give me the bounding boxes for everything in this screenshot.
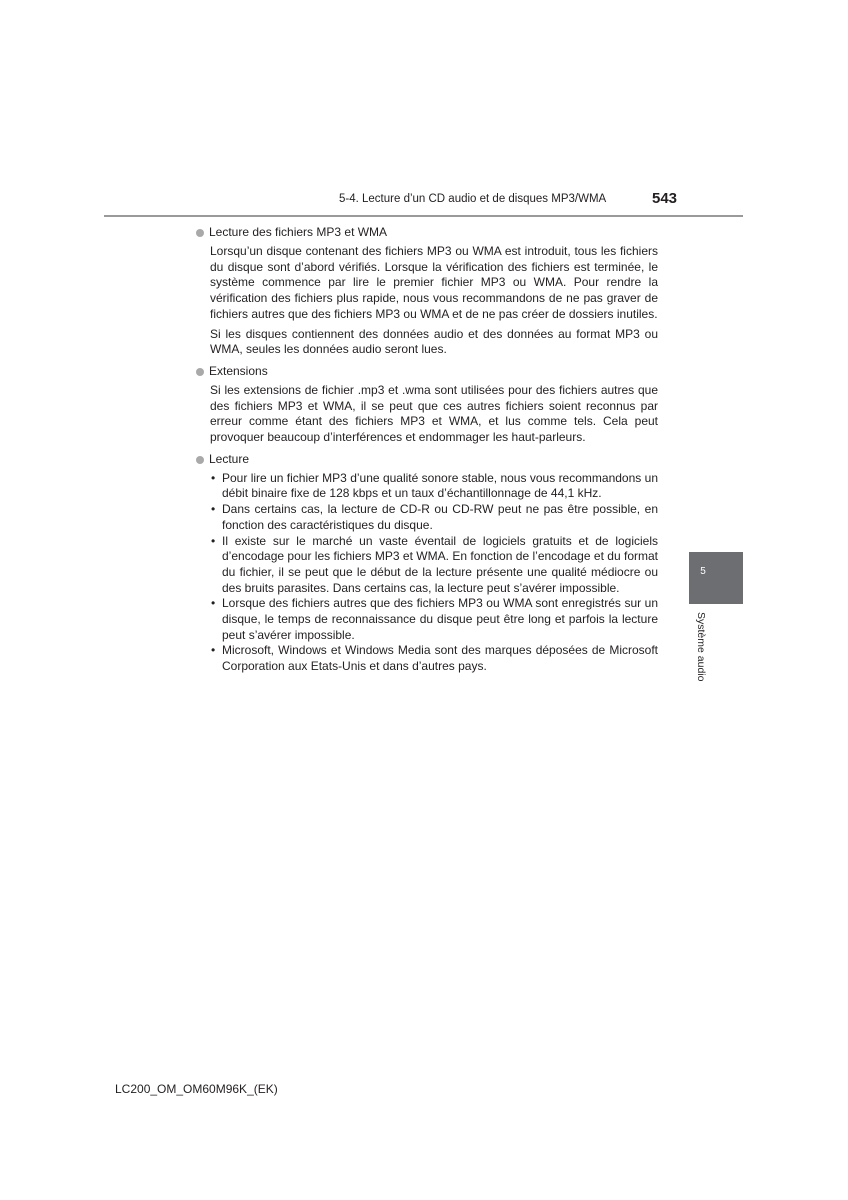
footer-code: LC200_OM_OM60M96K_(EK) — [115, 1082, 278, 1096]
list-item — [210, 471, 658, 502]
list-item — [210, 596, 658, 643]
page-content — [196, 225, 658, 675]
chapter-number: 5 — [700, 566, 706, 577]
list-item — [210, 643, 658, 674]
section-heading — [196, 452, 658, 468]
list-item-text: Dans certains cas, la lecture de CD-R ou CD-RW peut ne pas être possible, en fonction des caractéristiques du disque. — [222, 502, 658, 532]
bullet-dot-icon: • — [211, 470, 216, 485]
bullet-dot-icon: • — [211, 533, 216, 548]
bullet-list — [210, 471, 658, 675]
paragraph: Si les disques contiennent des données audio et des données au format MP3 ou WMA, seules les données audio seront lues. — [210, 326, 658, 357]
list-item — [210, 534, 658, 597]
heading-text: Lecture des fichiers MP3 et WMA — [209, 225, 388, 240]
bullet-dot-icon: • — [211, 502, 216, 517]
section-heading — [196, 225, 658, 241]
section-mp3-wma — [196, 225, 658, 358]
chapter-label: Système audio — [695, 612, 707, 682]
list-item-text: Lorsque des fichiers autres que des fichiers MP3 ou WMA sont enregistrés sur un disque, le temps de reconnaissance du disque peut être long et parfois la lecture peut s’avérer impossible. — [222, 596, 658, 642]
chapter-tab — [689, 552, 743, 604]
paragraph: Lorsqu’un disque contenant des fichiers MP3 ou WMA est introduit, tous les fichiers du disque sont d’abord vérifiés. Lorsque la vérification des fichiers est terminée, le système commence par lire le premier fichier MP3 ou WMA. Pour rendre la vérification des fichiers plus rapide, nous vous recommandons de ne pas graver de fichiers autres que des fichiers MP3 ou WMA et de ne pas créer de dossiers inutiles. — [210, 244, 658, 321]
section-heading — [196, 364, 658, 380]
list-item-text: Il existe sur le marché un vaste éventail de logiciels gratuits et de logiciels d’encodage pour les fichiers MP3 et WMA. En fonction de l’encodage et du format du fichier, il se peut que le début de la lecture présente une qualité médiocre ou des bruits parasites. Dans certains cas, la lecture peut s’avérer impossible. — [222, 533, 658, 595]
bullet-dot-icon: • — [211, 643, 216, 658]
bullet-circle-icon — [196, 368, 204, 376]
list-item — [210, 502, 658, 533]
bullet-circle-icon — [196, 456, 204, 464]
bullet-circle-icon — [196, 229, 204, 237]
section-title: 5-4. Lecture d’un CD audio et de disques MP3/WMA — [339, 193, 607, 205]
list-item-text: Microsoft, Windows et Windows Media sont des marques déposées de Microsoft Corporation aux Etats-Unis et dans d’autres pays. — [222, 643, 658, 674]
list-item-text: Pour lire un fichier MP3 d’une qualité sonore stable, nous vous recommandons un débit binaire fixe de 128 kbps et un taux d’échantillonnage de 44,1 kHz. — [222, 470, 658, 501]
heading-text: Lecture — [209, 451, 250, 466]
page-number: 543 — [652, 190, 678, 207]
paragraph: Si les extensions de fichier .mp3 et .wma sont utilisées pour des fichiers autres que des fichiers MP3 et WMA, il se peut que ces autres fichiers soient reconnus par erreur comme étant des fichiers MP3 et WMA, et lus comme tels. Cela peut provoquer beaucoup d’interférences et endommager les haut-parleurs. — [210, 382, 658, 445]
header-divider — [104, 215, 743, 217]
section-extensions — [196, 364, 658, 446]
section-lecture — [196, 452, 658, 675]
bullet-dot-icon: • — [211, 596, 216, 611]
heading-text: Extensions — [209, 364, 268, 379]
